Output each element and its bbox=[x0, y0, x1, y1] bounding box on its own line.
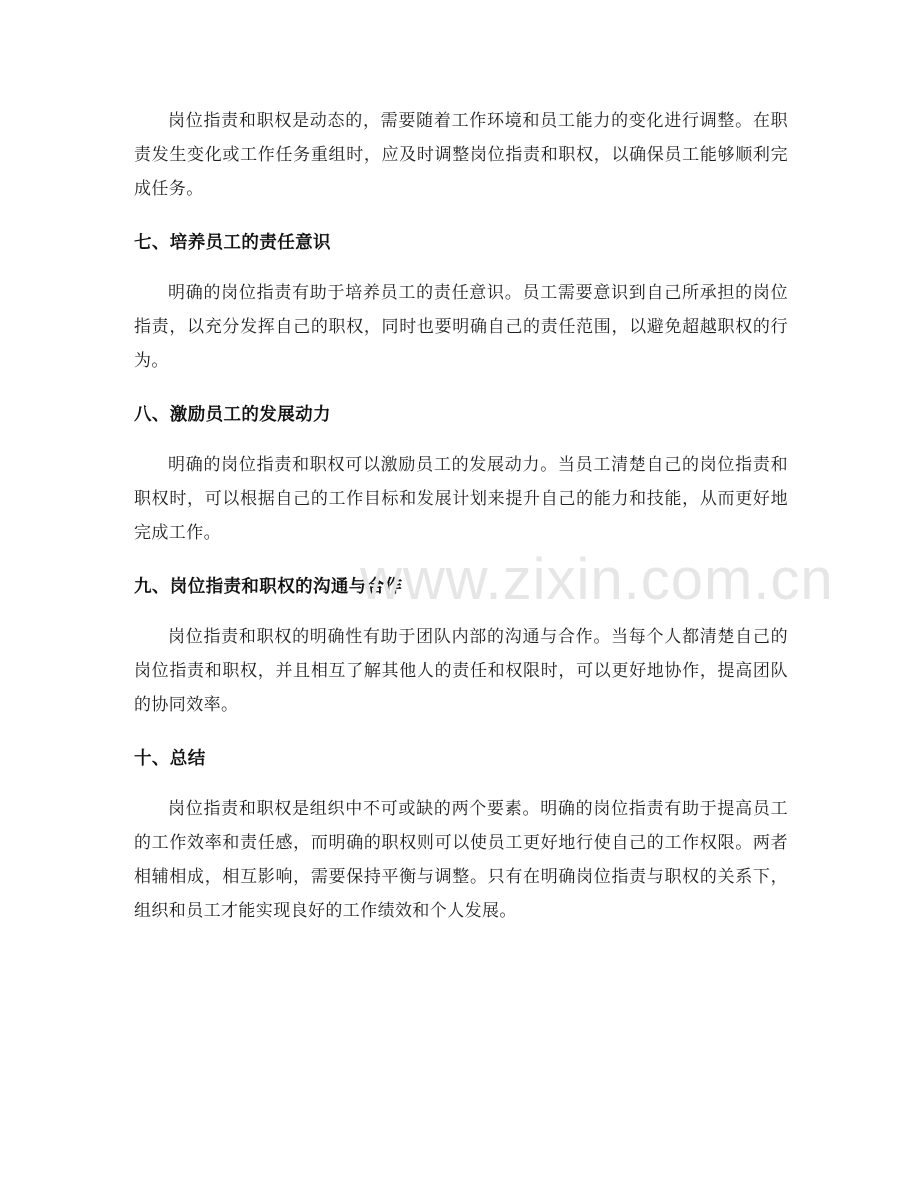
section-heading-8: 八、激励员工的发展动力 bbox=[134, 405, 331, 425]
section-heading-9: 九、岗位指责和职权的沟通与合作 bbox=[134, 577, 403, 597]
paragraph-section-7: 明确的岗位指责有助于培养员工的责任意识。员工需要意识到自己所承担的岗位指责，以充分发挥自己的职权，同时也要明确自己的责任范围，以避免超越职权的行为。 bbox=[134, 283, 788, 371]
paragraph-section-8: 明确的岗位指责和职权可以激励员工的发展动力。当员工清楚自己的岗位指责和职权时，可以根据自己的工作目标和发展计划来提升自己的能力和技能，从而更好地完成工作。 bbox=[134, 455, 788, 543]
document-body bbox=[134, 104, 788, 928]
paragraph-section-10: 岗位指责和职权是组织中不可或缺的两个要素。明确的岗位指责有助于提高员工的工作效率和责任感，而明确的职权则可以使员工更好地行使自己的工作权限。两者相辅相成，相互影响，需要保持平衡与调整。只有在明确岗位指责与职权的关系下，组织和员工才能实现良好的工作绩效和个人发展。 bbox=[134, 799, 788, 921]
paragraph-intro: 岗位指责和职权是动态的，需要随着工作环境和员工能力的变化进行调整。在职责发生变化或工作任务重组时，应及时调整岗位指责和职权，以确保员工能够顺利完成任务。 bbox=[134, 111, 788, 199]
paragraph-section-9: 岗位指责和职权的明确性有助于团队内部的沟通与合作。当每个人都清楚自己的岗位指责和职权，并且相互了解其他人的责任和权限时，可以更好地协作，提高团队的协同效率。 bbox=[134, 627, 788, 715]
section-heading-7: 七、培养员工的责任意识 bbox=[134, 233, 331, 253]
watermark: www.zixin.com.cn bbox=[360, 547, 834, 612]
section-heading-10: 十、总结 bbox=[134, 749, 206, 769]
